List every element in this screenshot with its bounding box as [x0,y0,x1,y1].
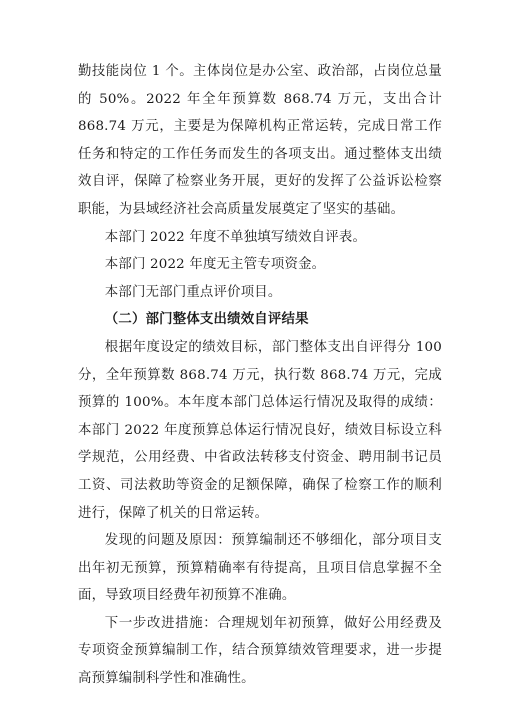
paragraph-no-key-projects: 本部门无部门重点评价项目。 [104,284,282,300]
paragraph-no-self-evaluation-form: 本部门 2022 年度不单独填写绩效自评表。 [104,229,367,245]
paragraph-problems: 发现的问题及原因：预算编制还不够细化，部分项目支出年初无预算，预算精确率有待提高，且项目信息掌握不全面，导致项目经费年初预算不准确。 [78,533,442,604]
paragraph-staffing-budget: 勤技能岗位 1 个。主体岗位是办公室、政治部，占岗位总量的 50%。2022 年全年预算数 868.74 万元，支出合计 868.74 万元，主要是为保障机构正常运转，完成日常工作任务和特定的工作任务而发生的各项支出。通过整体支出绩效自评，保障了检察业务开展，更好的发挥了公益诉讼检察职能，为县域经济社会高质量发展奠定了坚实的基础。 [78,64,442,217]
paragraph-improvements: 下一步改进措施：合理规划年初预算，做好公用经费及专项资金预算编制工作，结合预算绩效管理要求，进一步提高预算编制科学性和准确性。 [78,615,442,687]
section-heading: （二）部门整体支出绩效自评结果 [104,311,309,328]
paragraph-no-special-funds: 本部门 2022 年度无主管专项资金。 [104,257,326,273]
paragraph-evaluation-results: 根据年度设定的绩效目标，部门整体支出自评得分 100 分，全年预算数 868.74 万元，执行数 868.74 万元，完成预算的 100%。本年度本部门总体运行情况及取得的成绩：本部门 2022 年度预算总体运行情况良好，绩效目标设立科学规范，公用经费、中省政法转移支付资金、聘用制书记员工资、司法救助等资金的足额保障，确保了检察工作的顺利进行，保障了机关的日常运转。 [78,339,442,521]
document-body [78,58,442,693]
